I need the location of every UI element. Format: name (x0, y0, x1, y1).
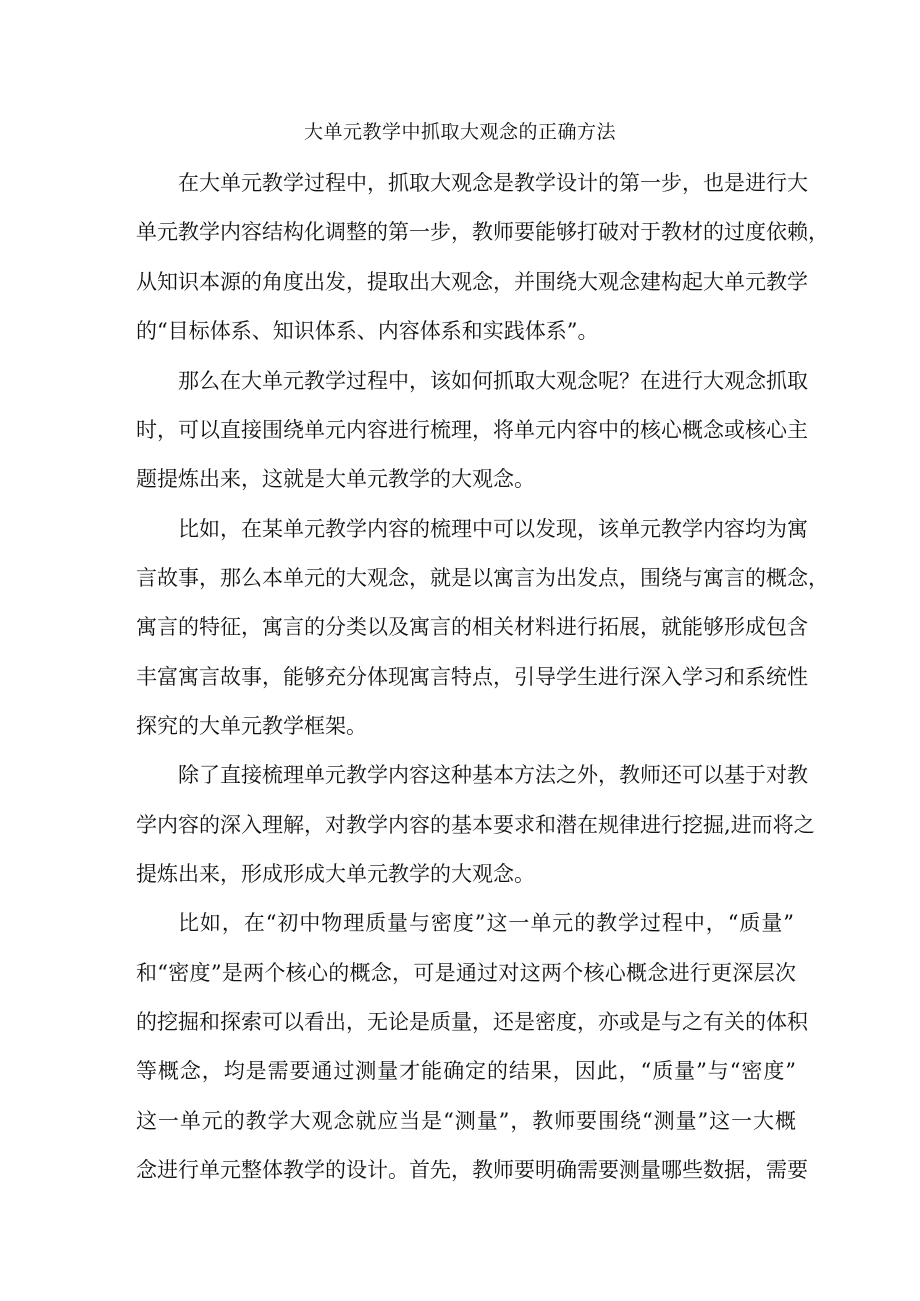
paragraph-line: 的挖掘和探索可以看出，无论是质量，还是密度，亦或是与之有关的体积 (136, 1010, 808, 1034)
paragraph-line: 学内容的深入理解，对教学内容的基本要求和潜在规律进行挖掘,进而将之 (136, 813, 815, 837)
paragraph-line: 从知识本源的角度出发，提取出大观念，并围绕大观念建构起大单元教学 (136, 270, 808, 294)
paragraph-line: 题提炼出来，这就是大单元教学的大观念。 (136, 467, 535, 491)
paragraph-line: 这一单元的教学大观念就应当是“测量”，教师要围绕“测量”这一大概 (136, 1109, 796, 1133)
paragraph-line: 提炼出来，形成形成大单元教学的大观念。 (136, 862, 535, 886)
paragraph-line: 比如，在“初中物理质量与密度”这一单元的教学过程中，“质量” (178, 911, 794, 935)
paragraph-line: 单元教学内容结构化调整的第一步，教师要能够打破对于教材的过度依赖， (136, 220, 829, 244)
paragraph-line: 探究的大单元教学框架。 (136, 714, 367, 738)
paragraph-line: 除了直接梳理单元教学内容这种基本方法之外，教师还可以基于对教 (178, 763, 808, 787)
paragraph-line: 等概念，均是需要通过测量才能确定的结果，因此，“质量”与“密度” (136, 1059, 796, 1083)
paragraph-line: 那么在大单元教学过程中，该如何抓取大观念呢？在进行大观念抓取 (178, 369, 808, 393)
paragraph-line: 寓言的特征，寓言的分类以及寓言的相关材料进行拓展，就能够形成包含 (136, 615, 808, 639)
paragraph-line: 时，可以直接围绕单元内容进行梳理，将单元内容中的核心概念或核心主 (136, 418, 808, 442)
paragraph-line: 丰富寓言故事，能够充分体现寓言特点，引导学生进行深入学习和系统性 (136, 665, 808, 689)
paragraph-line: 的“目标体系、知识体系、内容体系和实践体系”。 (136, 319, 599, 343)
paragraph-line: 在大单元教学过程中，抓取大观念是教学设计的第一步，也是进行大 (178, 171, 808, 195)
paragraph-line: 言故事，那么本单元的大观念，就是以寓言为出发点，围绕与寓言的概念， (136, 566, 829, 590)
paragraph-line: 和“密度”是两个核心的概念，可是通过对这两个核心概念进行更深层次 (136, 961, 796, 985)
paragraph-line: 比如，在某单元教学内容的梳理中可以发现，该单元教学内容均为寓 (178, 517, 808, 541)
document-title: 大单元教学中抓取大观念的正确方法 (303, 121, 616, 143)
paragraph-line: 念进行单元整体教学的设计。首先，教师要明确需要测量哪些数据，需要 (136, 1158, 808, 1182)
